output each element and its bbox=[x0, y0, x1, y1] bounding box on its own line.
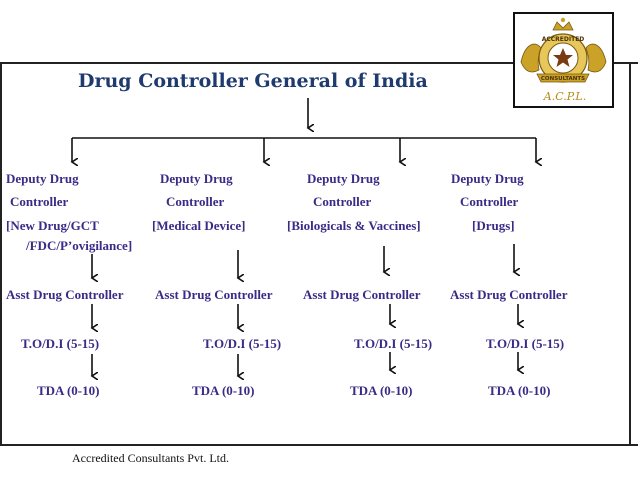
deputy-3-line1: Deputy Drug bbox=[307, 171, 380, 186]
asst-1: Asst Drug Controller bbox=[6, 287, 124, 302]
deputy-2-line1: Deputy Drug bbox=[160, 171, 233, 186]
acpl-logo bbox=[513, 12, 614, 108]
footer-company: Accredited Consultants Pvt. Ltd. bbox=[72, 451, 229, 465]
logo-ribbon-text: CONSULTANTS bbox=[540, 76, 586, 82]
tda-1: TDA (0-10) bbox=[37, 383, 100, 398]
deputy-2-line2: Controller bbox=[166, 194, 225, 209]
tda-3: TDA (0-10) bbox=[350, 383, 413, 398]
asst-4: Asst Drug Controller bbox=[450, 287, 568, 302]
crest-emblem-icon bbox=[515, 14, 612, 106]
logo-arc-text: ACCREDITED bbox=[541, 36, 585, 43]
deputy-4-division: [Drugs] bbox=[472, 218, 515, 233]
asst-3: Asst Drug Controller bbox=[303, 287, 421, 302]
to-di-1: T.O/D.I (5-15) bbox=[21, 336, 100, 351]
asst-2: Asst Drug Controller bbox=[155, 287, 273, 302]
to-di-4: T.O/D.I (5-15) bbox=[486, 336, 565, 351]
deputy-1-line2: Controller bbox=[10, 194, 69, 209]
deputy-3-division: [Biologicals & Vaccines] bbox=[287, 218, 421, 233]
to-di-3: T.O/D.I (5-15) bbox=[354, 336, 433, 351]
tda-4: TDA (0-10) bbox=[488, 383, 551, 398]
logo-initials: A.C.P.L. bbox=[543, 90, 587, 103]
deputy-4-line2: Controller bbox=[460, 194, 519, 209]
deputy-1-division-cont: /FDC/P’ovigilance] bbox=[26, 238, 133, 253]
to-di-2: T.O/D.I (5-15) bbox=[203, 336, 282, 351]
deputy-1-division: [New Drug/GCT bbox=[6, 218, 99, 233]
deputy-3-line2: Controller bbox=[313, 194, 372, 209]
page-title: Drug Controller General of India bbox=[78, 70, 428, 92]
deputy-4-line1: Deputy Drug bbox=[451, 171, 524, 186]
deputy-2-division: [Medical Device] bbox=[152, 218, 246, 233]
deputy-1-line1: Deputy Drug bbox=[6, 171, 79, 186]
tda-2: TDA (0-10) bbox=[192, 383, 255, 398]
